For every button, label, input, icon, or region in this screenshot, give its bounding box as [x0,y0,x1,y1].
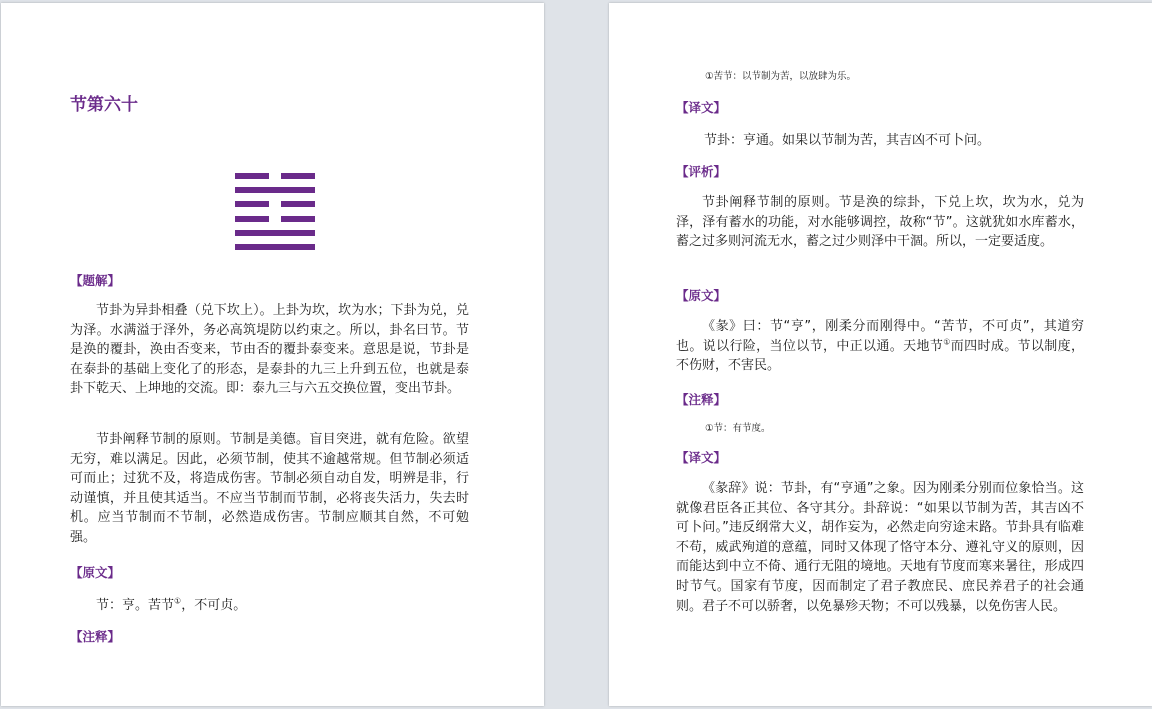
yuanwen-text-b: ，不可贞。 [181,598,247,613]
yiwen-2-paragraph: 《彖辞》说：节卦，有“亨通”之象。因为刚柔分别而位象恰当。这就像君臣各正其位、各守其分。卦辞说：“如果以节制为苦，其吉凶不可卜问。”违反纲常大义，胡作妄为，必然走向穷途末路。节卦具有临难不苟，威武殉道的意蕴，同时又体现了恪守本分、遵礼守义的原则，因而能达到中立不倚、通行无阻的境地。天地有节度而寒来暑往，形成四时节气。国家有节度，因而制定了君子教庶民、庶民养君子的社会通则。君子不可以骄奢，以免暴殄天物；不可以残暴，以免伤害人民。 [676,481,1084,614]
yiwen-1-text: 节卦：亨通。如果以节制为苦，其吉凶不可卜问。 [704,133,991,148]
section-heading-yiwen-1: 【译文】 [676,100,727,115]
footnote-marker[interactable]: ① [174,596,182,606]
document-page-left [1,3,544,706]
footnote-1: ①苦节：以节制为苦，以放肆为乐。 [705,71,857,82]
section-heading-zhushi: 【注释】 [70,629,121,644]
yuanwen-text-a: 节：亨。苦节 [96,598,175,613]
section-heading-zhushi-2: 【注释】 [676,392,727,407]
section-heading-yuanwen: 【原文】 [70,565,121,580]
yuanwen-2-paragraph [676,317,1084,376]
section-heading-yiwen-2: 【译文】 [676,450,727,465]
tijie-paragraph-1: 节卦为异卦相叠（兑下坎上）。上卦为坎，坎为水；下卦为兑，兑为泽。水满溢于泽外，务必高筑堤防以约束之。所以，卦名曰节。节是涣的覆卦，涣由否变来，节由否的覆卦泰变来。意思是说，节卦是在泰卦的基础上变化了的形态，是泰卦的九三上升到五位，也就是泰卦下乾天、上坤地的交流。即：泰九三与六五交换位置，变出节卦。 [70,303,469,397]
section-heading-tijie: 【题解】 [70,273,121,288]
section-heading-pingxi: 【评析】 [676,164,727,179]
document-page-right [609,3,1152,706]
pingxi-paragraph: 节卦阐释节制的原则。节是涣的综卦，下兑上坎，坎为水，兑为泽，泽有蓄水的功能，对水能够调控，故称“节”。这就犹如水库蓄水，蓄之过多则河流无水，蓄之过少则泽中干涸。所以，一定要适度。 [676,195,1084,250]
yuanwen-2-text-a: 《彖》曰：节“亨”，刚柔分而刚得中。“苦节，不可贞”，其道穷也。说以行险，当位以节，中正以通。天地节 [676,319,1084,354]
yuanwen-text [96,594,246,613]
yuanwen-2-text-b: 而四时成。节以制度，不伤财，不害民。 [676,338,1084,374]
hexagram-jie-icon [235,173,315,250]
footnote-2: ①节：有节度。 [705,423,771,434]
section-heading-yuanwen-2: 【原文】 [676,288,727,303]
chapter-title: 节第六十 [70,95,138,115]
footnote-marker-2[interactable]: ① [943,337,951,347]
tijie-paragraph-2: 节卦阐释节制的原则。节制是美德。盲目突进，就有危险。欲望无穷，难以满足。因此，必须节制，使其不逾越常规。但节制必须适可而止；过犹不及，将造成伤害。节制必须自动自发，明辨是非，行动谨慎，并且使其适当。不应当节制而节制，必将丧失活力，失去时机。应当节制而不节制，必然造成伤害。节制应顺其自然，不可勉强。 [70,432,469,545]
